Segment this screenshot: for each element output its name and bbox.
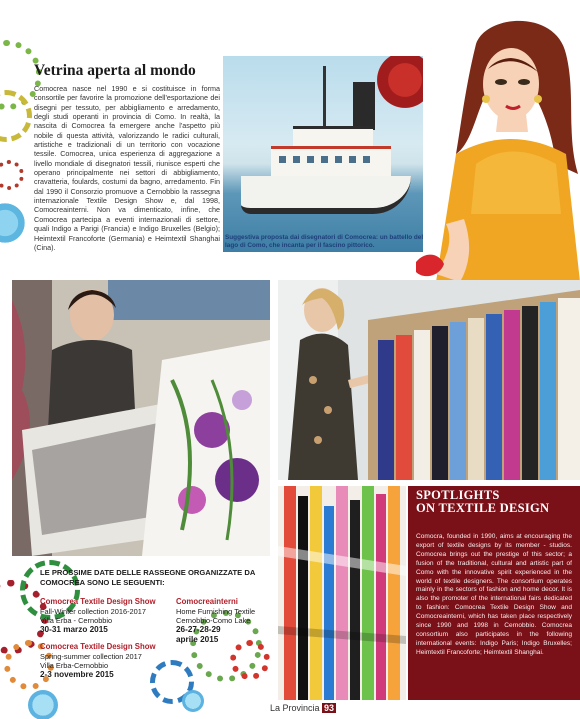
boat-painting-image — [223, 56, 423, 252]
article-body: Comocrea nasce nel 1990 e si costituisce in forma consortile per favorire la promozione dell'esportazione dei disegni per tessuto, per abbigliamento e arredamento, degli studi operanti in provincia di Como. In realtà, la nascita di Comocrea fa emergere anche l'aspetto più nobile di questa attività, valorizzando le radici culturali, artistiche e tradizionali di un territorio con vocazione tessile. Comocrea, unica esperienza di aggregazione a livello mondiale di disegnatori tessili, riunisce esperti che operano principalmente nei settori di abbigliamento, cravatteria, foulards, costumi da bagno, arredamento. Fin dal 1990 il Consorzio promuove a Cernobbio la rassegna internazionale Textile Design Show e, dal 1998, Comocreainterni. Non va dimenticato, infine, che Comocrea partecipa a eventi internazionali di settore, quali Indigo a Parigi (Francia) e Indigo Bruxelles (Belgio); Heimtextil Francoforte (Germania) e Heimtextil Shanghai (Cina). — [34, 84, 220, 252]
painting-window — [279, 156, 286, 163]
painting-window — [321, 156, 328, 163]
publication-name: La Provincia — [270, 703, 320, 713]
event-date: 2-3 novembre 2015 — [40, 669, 114, 679]
event-item — [40, 642, 190, 680]
painting-hull — [241, 176, 411, 214]
event-name: Comocrea Textile Design Show — [40, 642, 156, 651]
painting-funnel — [353, 82, 375, 130]
decorative-bubble — [28, 690, 58, 719]
decorative-swirl — [230, 640, 270, 680]
decorative-bubble — [182, 690, 204, 712]
event-venue: Cernobbio-Como Lake — [176, 615, 251, 625]
event-collection: Home Furnishing Textile — [176, 606, 256, 616]
page-number: 93 — [324, 703, 335, 713]
page-footer — [270, 703, 336, 713]
painting-window — [349, 156, 356, 163]
painting-caption: Suggestiva proposta dai disegnatori di Comocrea: un battello del lago di Como, che incanta per il fascino pittorico. — [225, 234, 424, 249]
event-dates-box — [40, 568, 272, 593]
painting-upper-deck — [293, 126, 373, 148]
spotlight-title-line2: ON TEXTILE DESIGN — [416, 501, 550, 515]
painting-window — [307, 156, 314, 163]
fashion-illustration-woman — [416, 14, 580, 282]
spotlight-title — [416, 489, 580, 515]
painting-mast — [323, 66, 326, 128]
event-date-month: aprile 2015 — [176, 634, 219, 644]
event-date: 30-31 marzo 2015 — [40, 624, 108, 634]
event-name: Comocreainterni — [176, 597, 238, 606]
article-headline: Vetrina aperta al mondo — [34, 62, 196, 79]
event-collection: Spring-summer collection 2017 — [40, 651, 142, 661]
event-venue: Villa Erba-Cernobbio — [40, 660, 109, 670]
event-dates-heading: LE PROSSIME DATE DELLE RASSEGNE ORGANIZZATE DA COMOCREA SONO LE SEGUENTI: — [40, 568, 256, 587]
painting-window — [335, 156, 342, 163]
spotlight-body: Comocra, founded in 1990, aims at encouraging the export of textile designs by its member - studios. Comocrea brings out the prestige of this sector; a fusion of the traditional, cultural and artistic part of Como with the innovative spirit experienced in the world of textile designers. The consortium operates mainly in the sectors of fashion and home decor. It is also the promoter of the international fairs dedicated to fashion: Comocrea Textile Design Show and Comocreainterni, which has taken place respectively since 1990 and 1998 in Cernobbio. Comocrea consortium also participates in the following international events: Indigo Paris; Indigo Bruxelles; Heimtextil Francoforte; Heimtextil Shanghai. — [416, 533, 572, 656]
event-collection: Fall-Winter collection 2016-2017 — [40, 606, 146, 616]
event-date: 26-27-28-29 — [176, 624, 221, 634]
designer-photo — [278, 280, 580, 480]
painting-window — [363, 156, 370, 163]
decorative-bubble — [0, 200, 28, 246]
decorative-swirl — [0, 160, 24, 190]
spotlight-title-line1: SPOTLIGHTS — [416, 488, 500, 502]
event-item — [40, 597, 176, 635]
fabric-samples-photo — [278, 486, 406, 700]
exhibitor-photo — [12, 280, 270, 556]
event-name: Comocrea Textile Design Show — [40, 597, 156, 606]
event-venue: Villa Erba - Cernobbio — [40, 615, 113, 625]
painting-cabin — [271, 146, 391, 178]
event-item — [176, 597, 276, 645]
painting-window — [293, 156, 300, 163]
